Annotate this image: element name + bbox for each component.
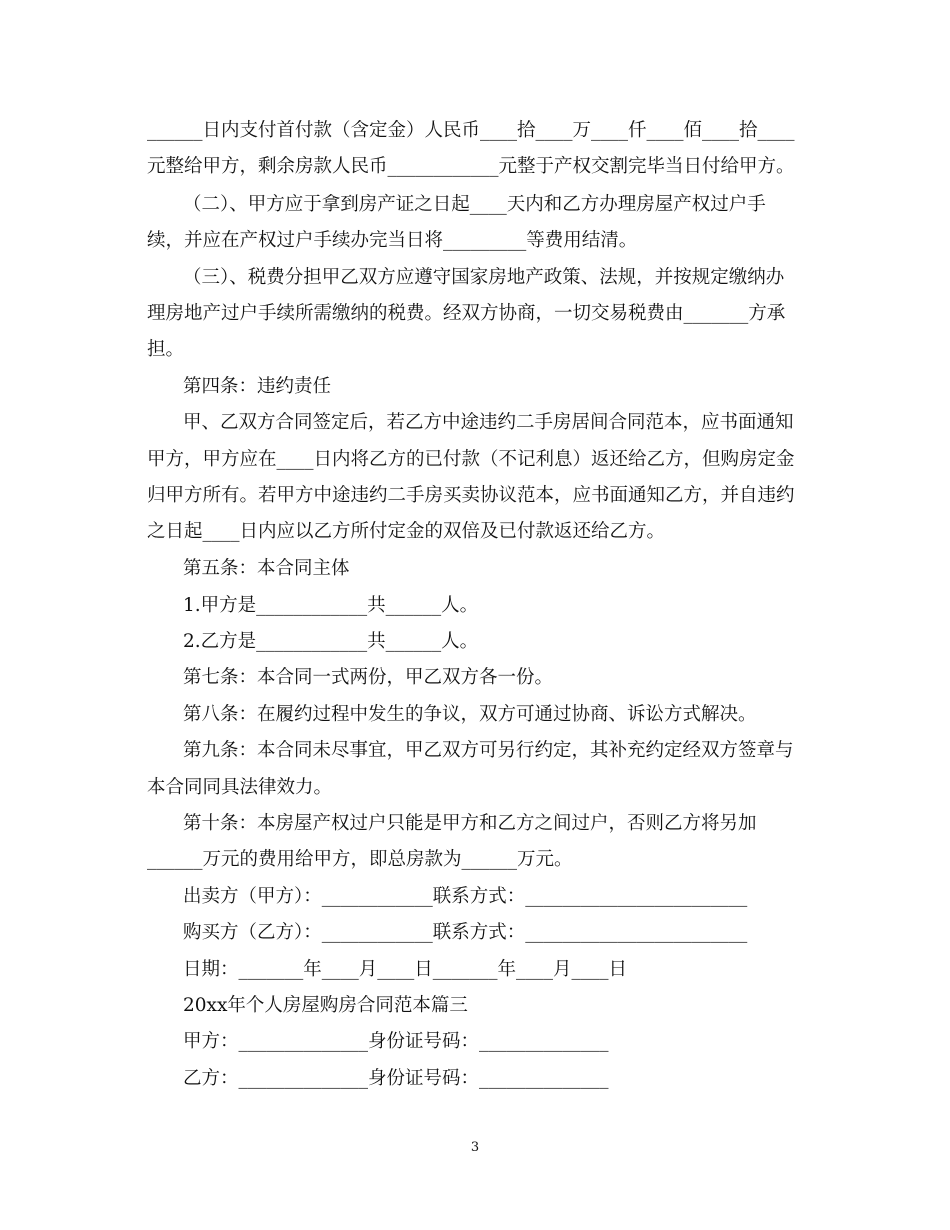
party-a-line: 甲方：______________身份证号码：______________ <box>183 1031 609 1052</box>
text-line-21: ______万元的费用给甲方，即总房款为______万元。 <box>147 849 573 870</box>
text-line-12: 之日起____日内应以乙方所付定金的双倍及已付款返还给乙方。 <box>147 521 666 542</box>
contract-title-3: 20xx年个人房屋购房合同范本篇三 <box>183 995 468 1016</box>
buyer-signature-line: 购买方（乙方）：____________联系方式：________________________ <box>183 922 748 943</box>
text-line-19: 本合同同具法律效力。 <box>147 777 333 798</box>
text-line-1: ______日内支付首付款（含定金）人民币____拾____万____仟____佰____拾____ <box>147 120 795 141</box>
section-10: 第十条：本房屋产权过户只能是甲方和乙方之间过户，否则乙方将另加 <box>183 813 757 834</box>
text-line-7: 担。 <box>147 339 185 360</box>
date-line: 日期：_______年____月____日_______年____月____日 <box>183 959 628 980</box>
text-line-14: 1.甲方是____________共______人。 <box>183 595 479 616</box>
section-9: 第九条：本合同未尽事宜，甲乙双方可另行约定，其补充约定经双方签章与 <box>183 740 794 761</box>
text-line-6: 理房地产过户手续所需缴纳的税费。经双方协商，一切交易税费由_______方承 <box>147 303 786 324</box>
section-heading-5: 第五条：本合同主体 <box>183 558 350 579</box>
text-line-15: 2.乙方是____________共______人。 <box>183 631 479 652</box>
text-line-2: 元整给甲方，剩余房款人民币____________元整于产权交割完毕当日付给甲方。 <box>147 156 795 177</box>
seller-signature-line: 出卖方（甲方）：____________联系方式：________________________ <box>183 886 748 907</box>
text-line-10: 甲方，甲方应在____日内将乙方的已付款（不记利息）返还给乙方，但购房定金 <box>147 449 795 470</box>
text-line-3: （二）、甲方应于拿到房产证之日起____天内和乙方办理房屋产权过户手 <box>183 194 766 215</box>
text-line-4: 续，并应在产权过户手续办完当日将_________等费用结清。 <box>147 230 638 251</box>
text-line-5: （三）、税费分担甲乙双方应遵守国家房地产政策、法规，并按规定缴纳办 <box>183 267 785 288</box>
text-line-11: 归甲方所有。若甲方中途违约二手房买卖协议范本，应书面通知乙方，并自违约 <box>147 485 795 506</box>
party-b-line: 乙方：______________身份证号码：______________ <box>183 1068 609 1089</box>
section-7: 第七条：本合同一式两份，甲乙双方各一份。 <box>183 667 554 688</box>
section-8: 第八条：在履约过程中发生的争议，双方可通过协商、诉讼方式解决。 <box>183 704 757 725</box>
text-line-9: 甲、乙双方合同签定后，若乙方中途违约二手房居间合同范本，应书面通知 <box>183 412 794 433</box>
section-heading-4: 第四条：违约责任 <box>183 376 332 397</box>
page-number: 3 <box>470 1140 480 1155</box>
